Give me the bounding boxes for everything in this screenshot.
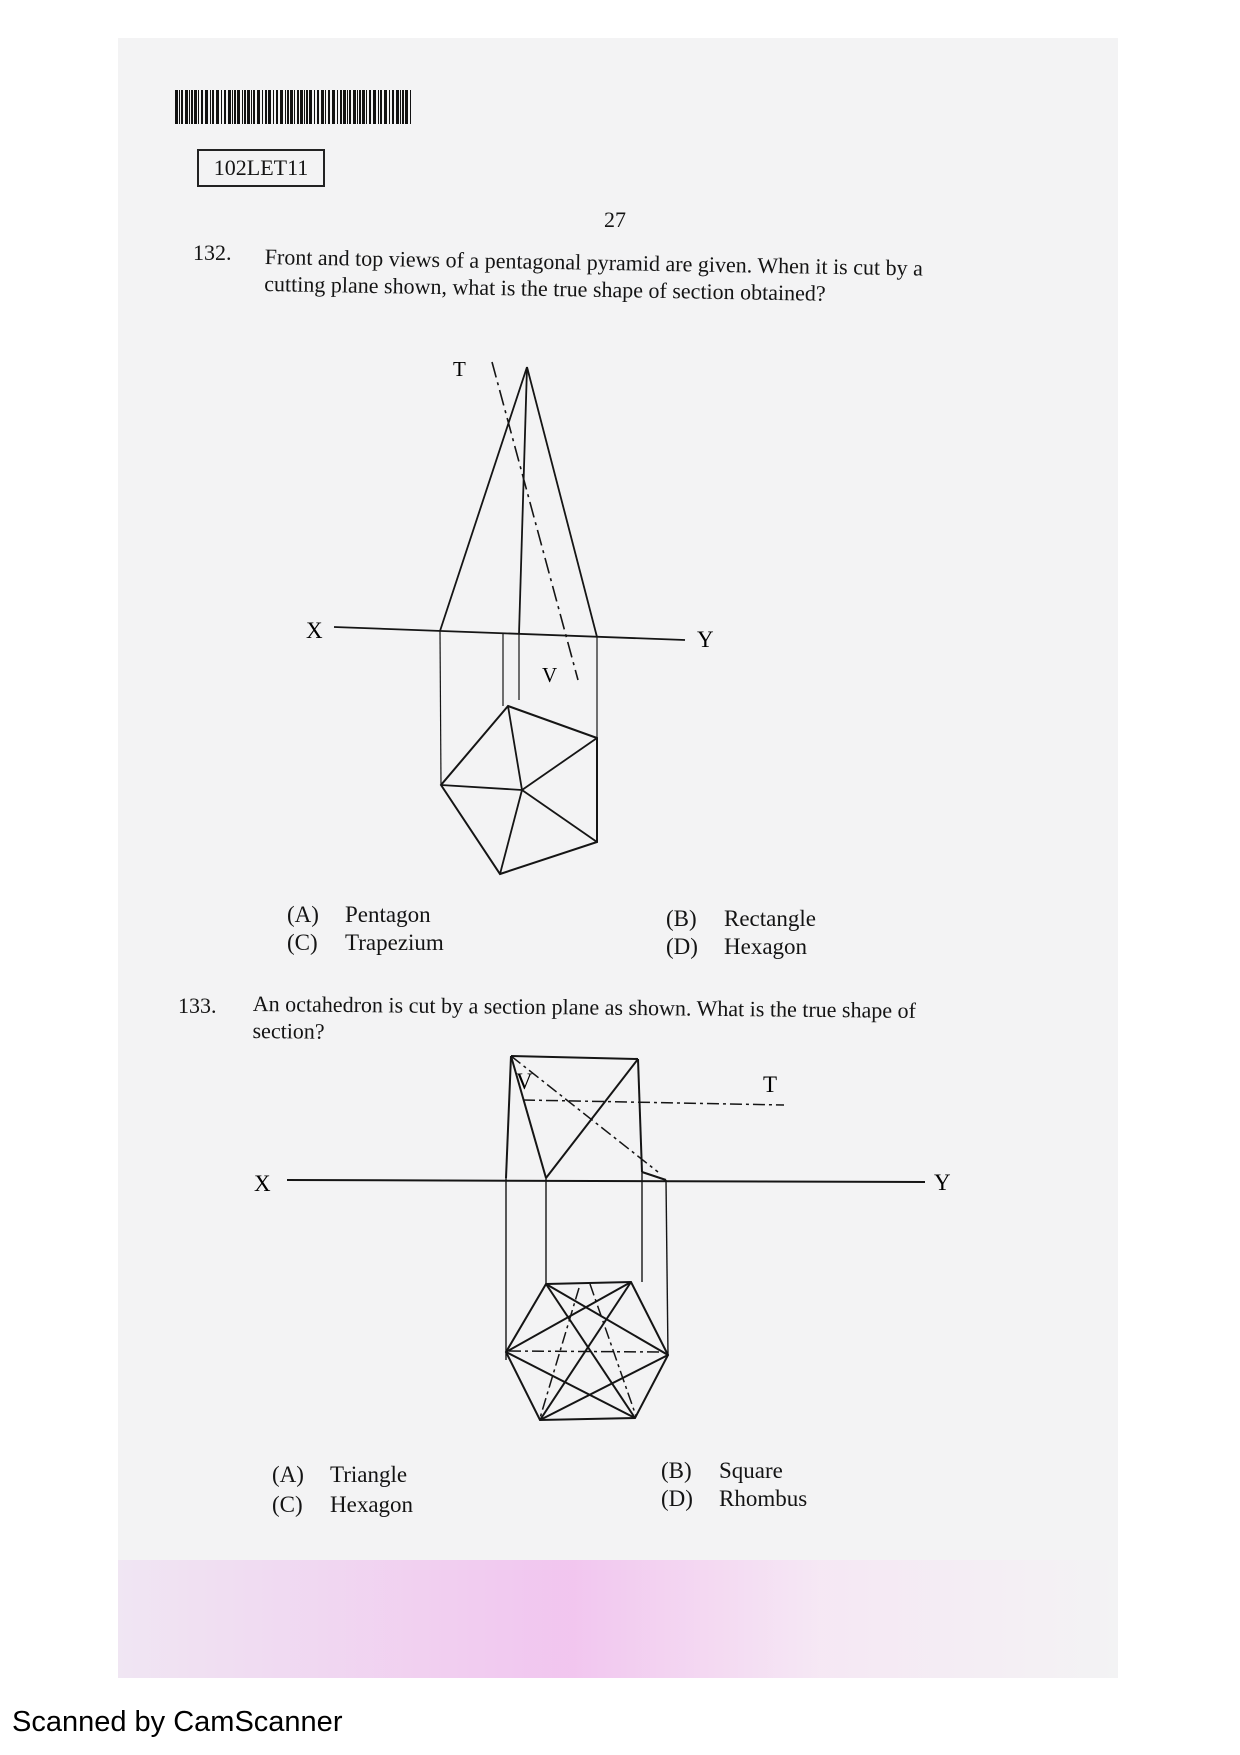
option-a: (A) Pentagon: [287, 902, 431, 927]
label-y: Y: [934, 1170, 951, 1195]
top-view-edge: [506, 1352, 635, 1418]
label-x: X: [254, 1171, 271, 1196]
label-x: X: [306, 618, 323, 643]
front-view-edge: [511, 1056, 638, 1059]
projector-line: [666, 1180, 668, 1356]
section-line: [590, 1284, 636, 1416]
section-line: [540, 1288, 579, 1418]
option-c: (C) Hexagon: [272, 1492, 414, 1517]
top-view-edge: [540, 1355, 668, 1420]
hidden-edge-line: [511, 1056, 658, 1172]
question-text-line: Front and top views of a pentagonal pyramid are given. When it is cut by a: [264, 243, 924, 281]
option-b: (B) Rectangle: [666, 906, 816, 931]
front-view-edge: [506, 1056, 511, 1178]
page-number: 27: [604, 207, 626, 232]
section-line: [509, 1351, 662, 1352]
option-b: (B) Square: [661, 1458, 783, 1483]
cutting-plane-line: [523, 1100, 784, 1105]
option-d: (D) Rhombus: [661, 1486, 808, 1511]
question-text-line: cutting plane shown, what is the true shape of section obtained?: [264, 270, 826, 306]
label-v: V: [542, 663, 558, 687]
option-a: (A) Triangle: [272, 1462, 408, 1487]
label-t: T: [453, 357, 466, 381]
question-text-line: An octahedron is cut by a section plane as shown. What is the true shape of: [252, 990, 917, 1023]
option-d: (D) Hexagon: [666, 934, 808, 959]
label-v: V: [516, 1069, 533, 1094]
scanner-watermark: Scanned by CamScanner: [12, 1706, 343, 1738]
paper-code: 102LET11: [197, 149, 325, 187]
xy-reference-line: [287, 1180, 925, 1182]
top-view-edge: [506, 1282, 631, 1352]
front-view-edge: [638, 1059, 642, 1172]
front-view-edge: [642, 1172, 666, 1180]
question-text-line: section?: [252, 1017, 325, 1044]
label-t: T: [763, 1072, 778, 1097]
label-y: Y: [697, 627, 714, 652]
question-number: 133.: [178, 993, 217, 1018]
front-view-edge: [546, 1059, 638, 1178]
question-number: 132.: [193, 240, 232, 265]
option-c: (C) Trapezium: [287, 930, 444, 955]
